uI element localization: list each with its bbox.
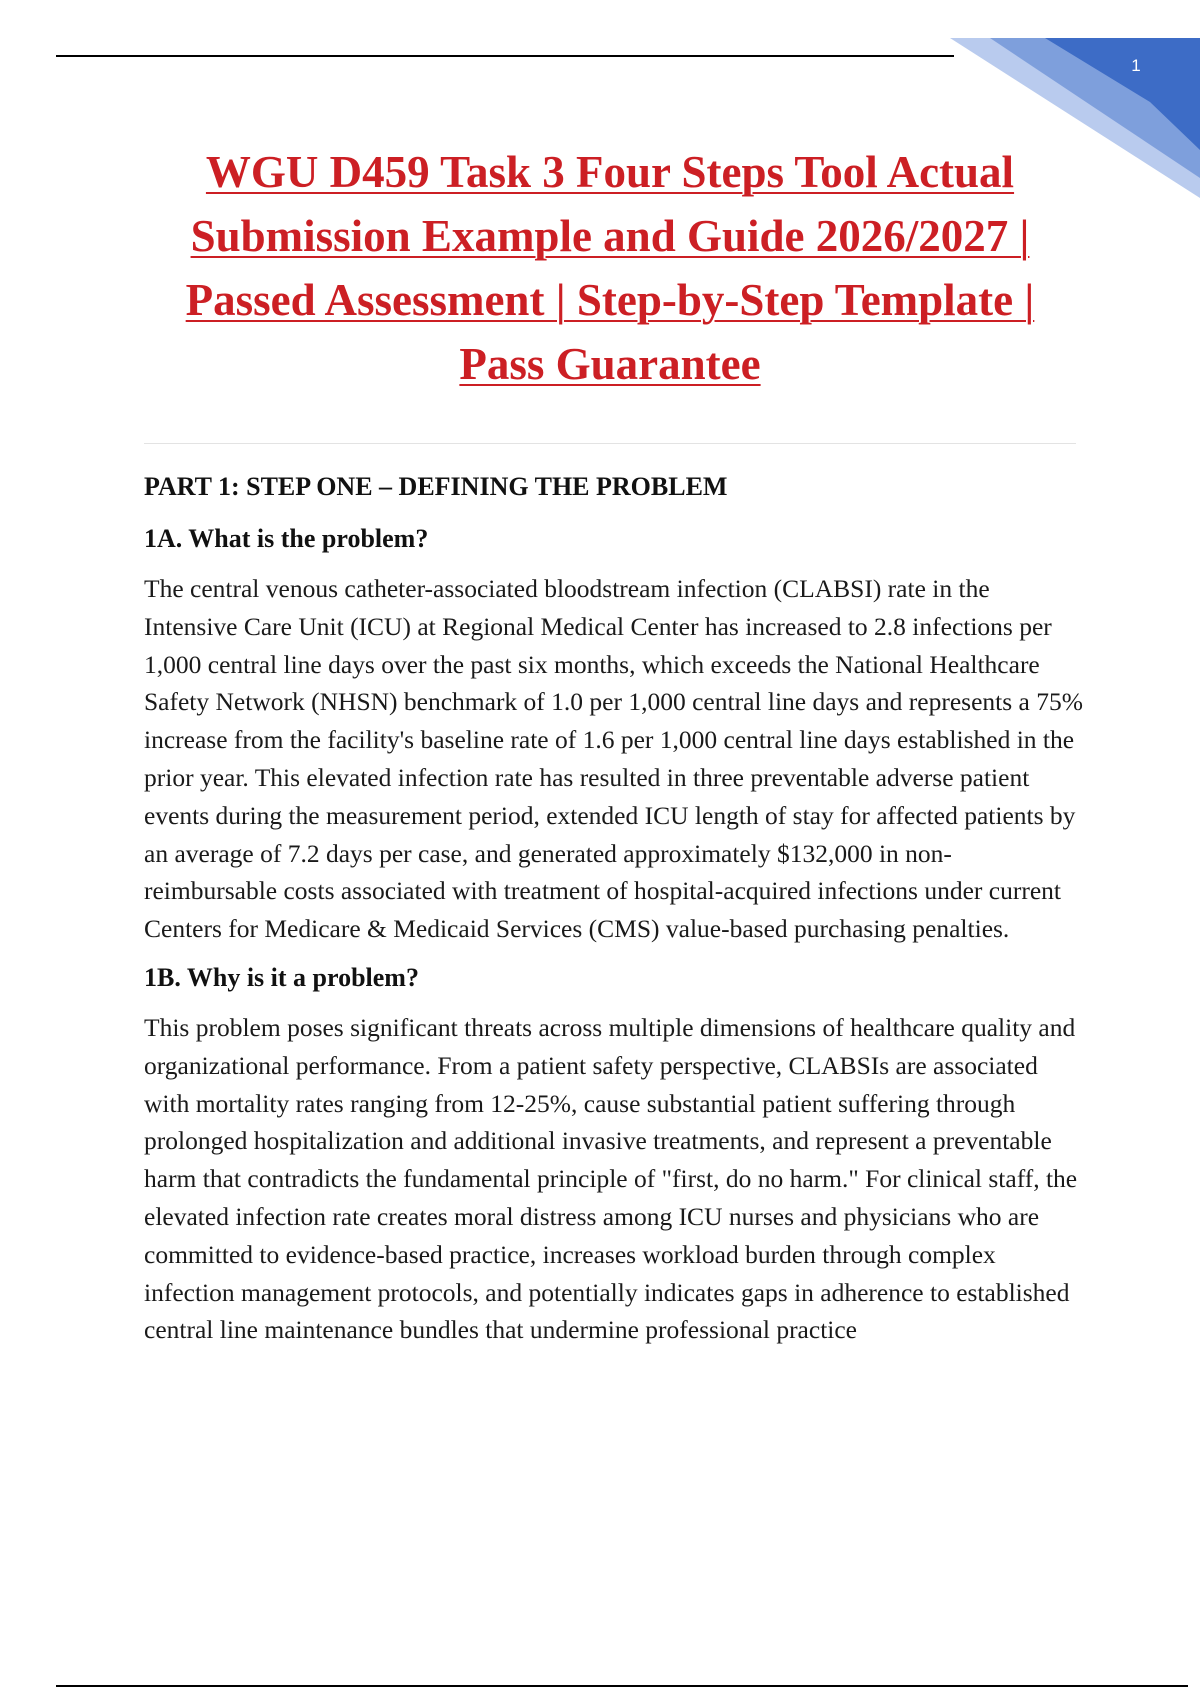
section-1a-heading: 1A. What is the problem? bbox=[144, 524, 429, 553]
section-1a-paragraph: The central venous catheter-associated bloodstream infection (CLABSI) rate in the Intensive Care Unit (ICU) at Regional Medical Center has increased to 2.8 infections per 1,000 central line days over the past six months, which exceeds the National Healthcare Safety Network (NHSN) benchmark of 1.0 per 1,000 central line days and represents a 75% increase from the facility's baseline rate of 1.6 per 1,000 central line days established in the prior year. This elevated infection rate has resulted in three preventable adverse patient events during the measurement period, extended ICU length of stay for affected patients by an average of 7.2 days per case, and generated approximately $132,000 in non-reimbursable costs associated with treatment of hospital-acquired infections under current Centers for Medicare & Medicaid Services (CMS) value-based purchasing penalties. bbox=[144, 574, 1083, 944]
header-rule bbox=[56, 55, 954, 57]
page-number: 1 bbox=[1131, 56, 1141, 75]
section-1b-heading: 1B. Why is it a problem? bbox=[144, 962, 419, 992]
section-1b-paragraph: This problem poses significant threats across multiple dimensions of healthcare quality and organizational performance. From a patient safety perspective, CLABSIs are associated with mortality rates ranging from 12-25%, cause substantial patient suffering through prolonged hospitalization and additional invasive treatments, and represent a preventable harm that contradicts the fundamental principle of "first, do no harm." For clinical staff, the elevated infection rate creates moral distress among ICU nurses and physicians who are committed to evidence-based practice, increases workload burden through complex infection management protocols, and potentially indicates gaps in adherence to established central line maintenance bundles that undermine professional practice bbox=[144, 1012, 1078, 1345]
footer-rule bbox=[56, 1685, 1188, 1687]
document-title: WGU D459 Task 3 Four Steps Tool Actual Submission Example and Guide 2026/2027 | Passed Assessment | Step-by-Step Template | Pass Guarantee bbox=[185, 147, 1035, 389]
part-heading: PART 1: STEP ONE – DEFINING THE PROBLEM bbox=[144, 472, 728, 501]
title-divider bbox=[144, 443, 1076, 444]
document-body bbox=[144, 470, 1084, 1362]
